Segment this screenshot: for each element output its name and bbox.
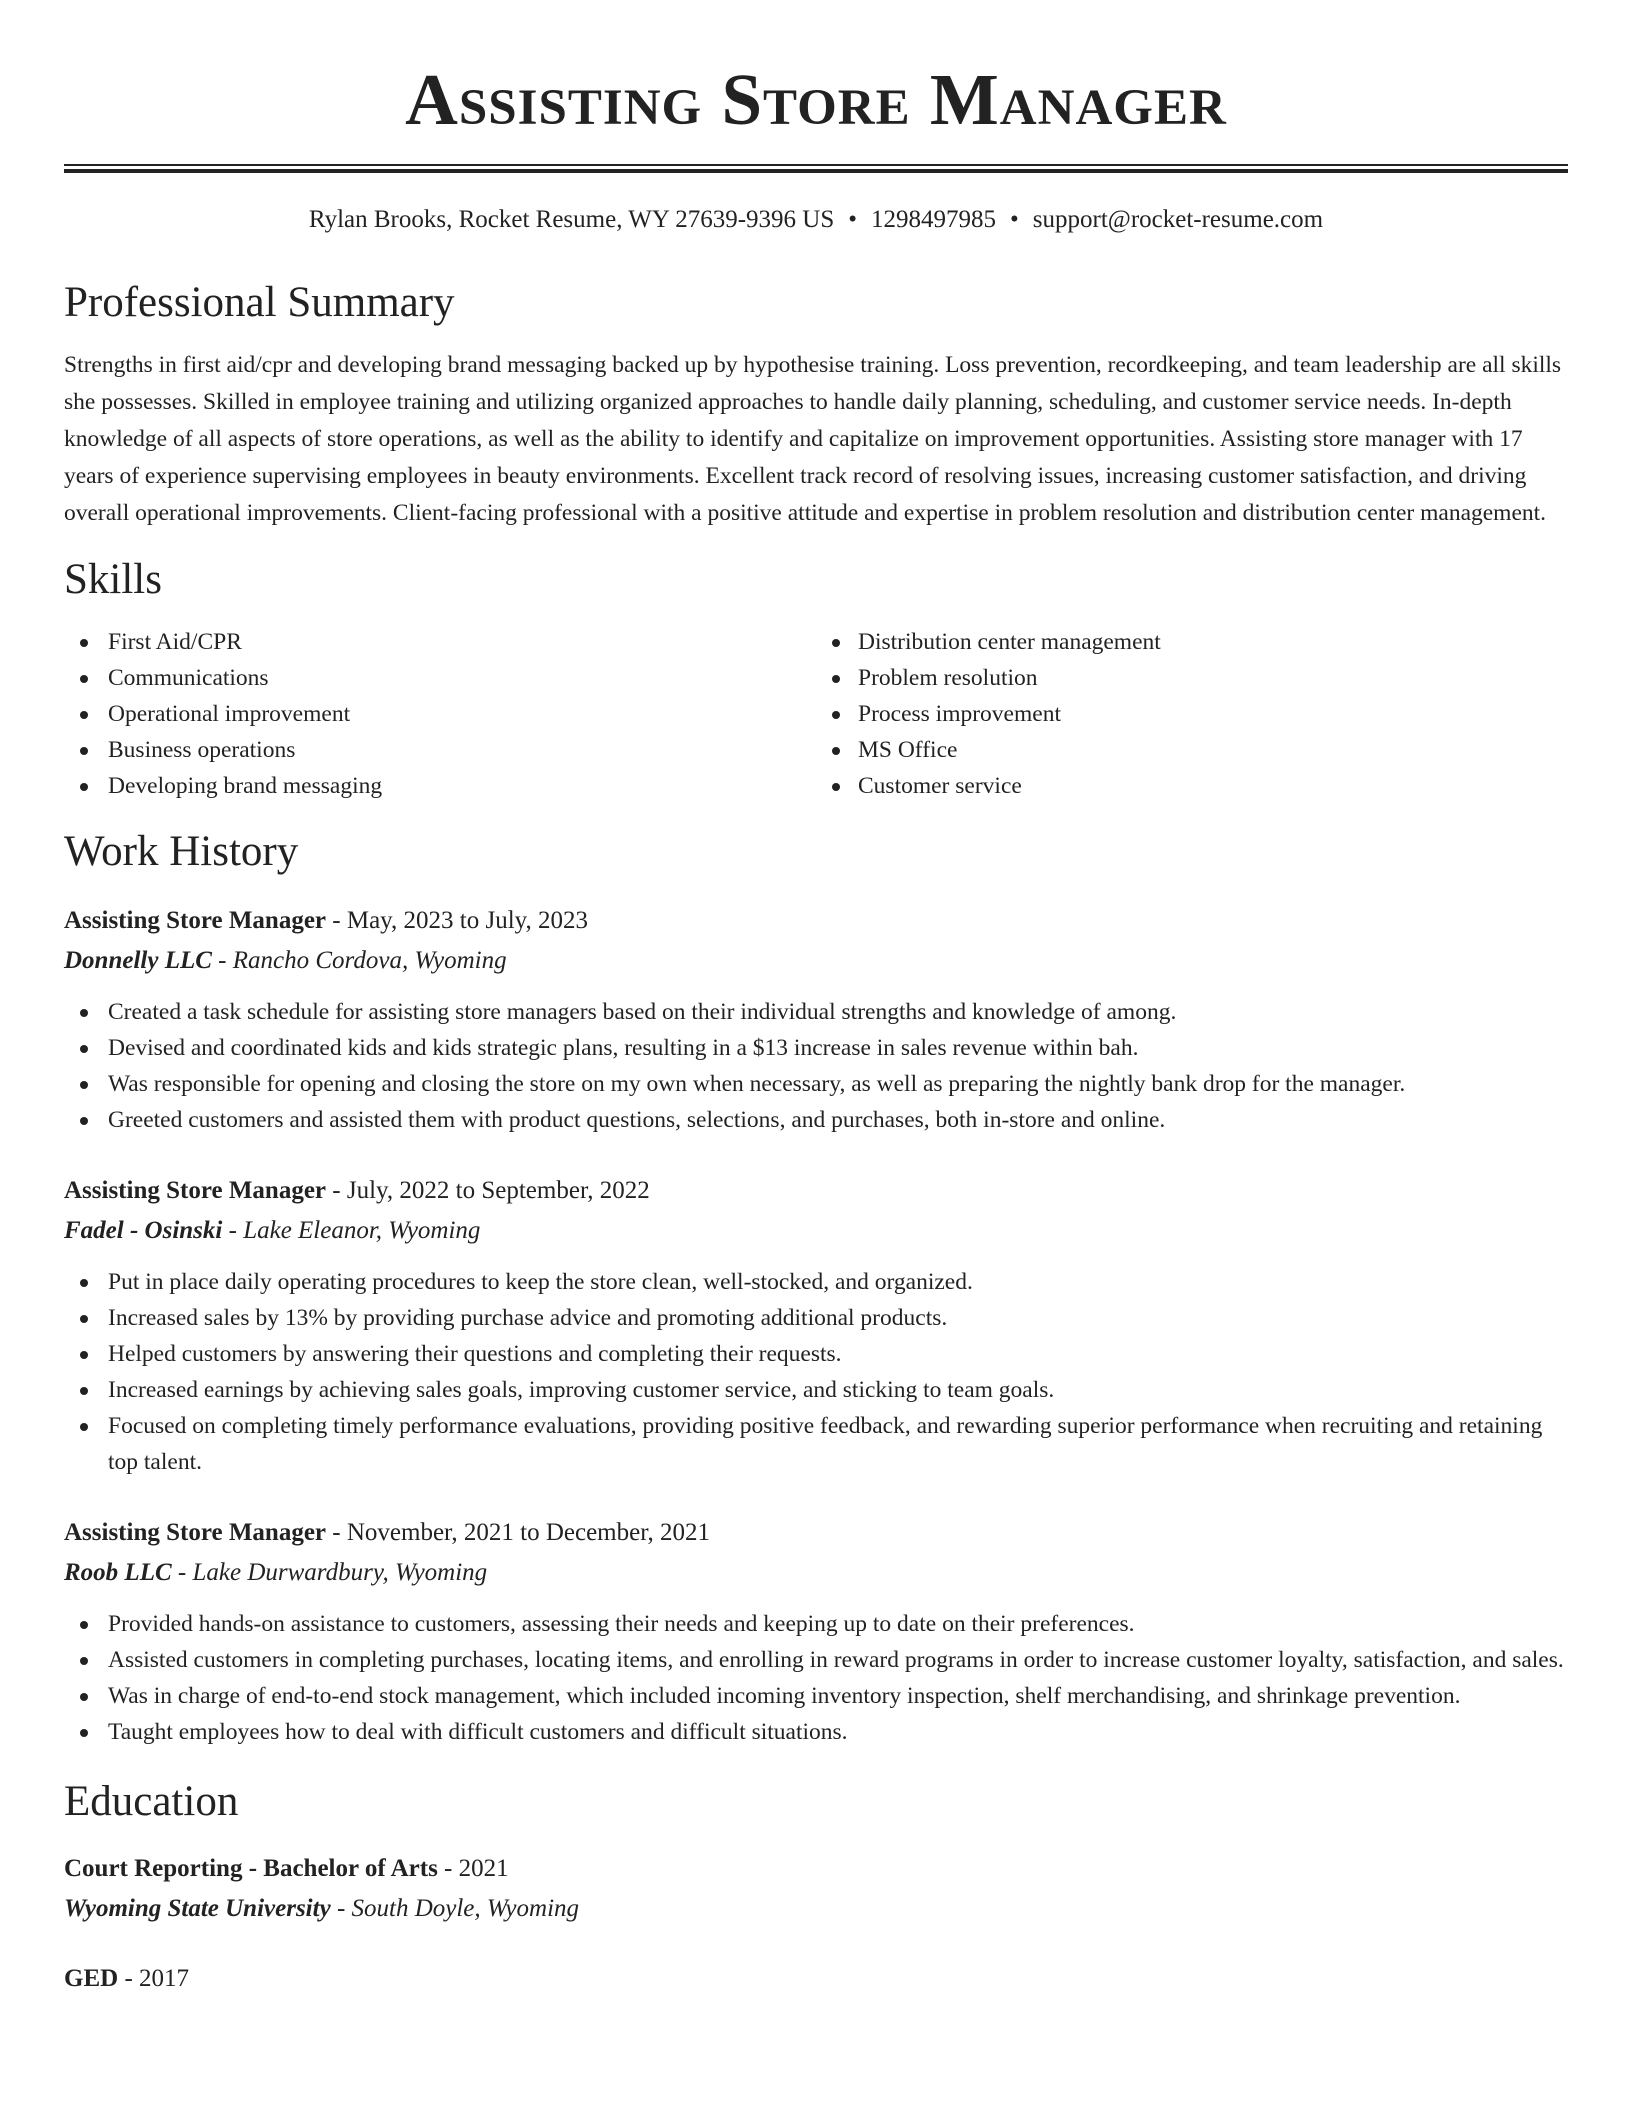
- skill-item: Communications: [64, 660, 816, 696]
- job-title-line: [64, 1514, 1568, 1552]
- skills-column-left: [64, 624, 816, 804]
- education-entry: [64, 1850, 1568, 1928]
- job-duties: [64, 1264, 1568, 1480]
- skill-item: Developing brand messaging: [64, 768, 816, 804]
- job-entry: [64, 902, 1568, 1138]
- education-heading: Education: [64, 1778, 239, 1825]
- skill-item: Customer service: [816, 768, 1568, 804]
- skill-item: Process improvement: [816, 696, 1568, 732]
- dash-separator: -: [211, 947, 233, 974]
- skills-column-right: [816, 624, 1568, 804]
- dash-separator: -: [326, 1519, 347, 1546]
- duty-item: Increased earnings by achieving sales goals, improving customer service, and sticking to team goals.: [64, 1372, 1568, 1408]
- company-name: Roob LLC: [64, 1559, 172, 1586]
- duty-item: Taught employees how to deal with difficult customers and difficult situations.: [64, 1714, 1568, 1750]
- company-line: [64, 1212, 1568, 1250]
- company-line: [64, 942, 1568, 980]
- company-name: Donnelly LLC: [64, 947, 212, 974]
- duty-item: Devised and coordinated kids and kids strategic plans, resulting in a $13 increase in sales revenue within bah.: [64, 1030, 1568, 1066]
- degree-line: [64, 1960, 1568, 1998]
- skill-item: Operational improvement: [64, 696, 816, 732]
- title-divider: [64, 164, 1568, 173]
- duty-item: Provided hands-on assistance to customers, assessing their needs and keeping up to date on their preferences.: [64, 1606, 1568, 1642]
- dash-separator: -: [171, 1559, 193, 1586]
- dash-separator: -: [222, 1217, 244, 1244]
- job-entry: [64, 1172, 1568, 1480]
- work-history-heading: Work History: [64, 828, 299, 875]
- job-dates: May, 2023 to July, 2023: [346, 907, 589, 934]
- company-location: Lake Durwardbury, Wyoming: [192, 1559, 488, 1586]
- job-entry: [64, 1514, 1568, 1750]
- duty-item: Created a task schedule for assisting store managers based on their individual strengths and knowledge of among.: [64, 994, 1568, 1030]
- contact-phone: 1298497985: [871, 206, 997, 233]
- job-title-line: [64, 902, 1568, 940]
- contact-line: [64, 203, 1568, 237]
- summary-heading: Professional Summary: [64, 279, 455, 326]
- degree-name: Court Reporting - Bachelor of Arts: [64, 1855, 438, 1882]
- duty-item: Focused on completing timely performance evaluations, providing positive feedback, and rewarding superior performance when recruiting and retaining top talent.: [64, 1408, 1568, 1480]
- company-location: Lake Eleanor, Wyoming: [243, 1217, 481, 1244]
- dash-separator: -: [330, 1895, 352, 1922]
- skills-list: [64, 624, 1568, 804]
- job-title-line: [64, 1172, 1568, 1210]
- job-title: Assisting Store Manager: [64, 1177, 327, 1204]
- duty-item: Helped customers by answering their questions and completing their requests.: [64, 1336, 1568, 1372]
- school-location: South Doyle, Wyoming: [351, 1895, 580, 1922]
- degree-line: [64, 1850, 1568, 1888]
- degree-year: 2021: [458, 1855, 509, 1882]
- contact-address: Rylan Brooks, Rocket Resume, WY 27639-9396 US: [308, 206, 835, 233]
- summary-text: Strengths in first aid/cpr and developing brand messaging backed up by hypothesise training. Loss prevention, recordkeeping, and team leadership are all skills she possesses. Skilled in employee training and utilizing organized approaches to handle daily planning, scheduling, and customer service needs. In-depth knowledge of all aspects of store operations, as well as the ability to identify and capitalize on improvement opportunities. Assisting store manager with 17 years of experience supervising employees in beauty environments. Excellent track record of resolving issues, increasing customer satisfaction, and driving overall operational improvements. Client-facing professional with a positive attitude and expertise in problem resolution and distribution center management.: [64, 352, 1562, 526]
- job-duties: [64, 994, 1568, 1138]
- skill-item: MS Office: [816, 732, 1568, 768]
- duty-item: Put in place daily operating procedures to keep the store clean, well-stocked, and organized.: [64, 1264, 1568, 1300]
- contact-email: support@rocket-resume.com: [1032, 206, 1324, 233]
- skill-item: Problem resolution: [816, 660, 1568, 696]
- education-entry: [64, 1960, 1568, 1998]
- job-title: Assisting Store Manager: [64, 1519, 327, 1546]
- school-line: [64, 1890, 1568, 1928]
- dash-separator: -: [326, 1177, 347, 1204]
- contact-separator: •: [848, 206, 858, 233]
- duty-item: Was responsible for opening and closing the store on my own when necessary, as well as preparing the nightly bank drop for the manager.: [64, 1066, 1568, 1102]
- duty-item: Increased sales by 13% by providing purchase advice and promoting additional products.: [64, 1300, 1568, 1336]
- school-name: Wyoming State University: [64, 1895, 331, 1922]
- degree-year: 2017: [139, 1965, 190, 1992]
- skill-item: Business operations: [64, 732, 816, 768]
- dash-separator: -: [118, 1965, 140, 1992]
- job-title: Assisting Store Manager: [64, 907, 327, 934]
- job-dates: November, 2021 to December, 2021: [346, 1519, 711, 1546]
- dash-separator: -: [326, 907, 347, 934]
- dash-separator: -: [437, 1855, 459, 1882]
- company-name: Fadel - Osinski: [64, 1217, 223, 1244]
- company-line: [64, 1554, 1568, 1592]
- skill-item: Distribution center management: [816, 624, 1568, 660]
- duty-item: Greeted customers and assisted them with product questions, selections, and purchases, both in-store and online.: [64, 1102, 1568, 1138]
- resume-title: Assisting Store Manager: [405, 59, 1227, 140]
- degree-name: GED: [64, 1965, 119, 1992]
- job-dates: July, 2022 to September, 2022: [346, 1177, 650, 1204]
- skill-item: First Aid/CPR: [64, 624, 816, 660]
- skills-heading: Skills: [64, 556, 162, 603]
- duty-item: Was in charge of end-to-end stock management, which included incoming inventory inspection, shelf merchandising, and shrinkage prevention.: [64, 1678, 1568, 1714]
- duty-item: Assisted customers in completing purchases, locating items, and enrolling in reward programs in order to increase customer loyalty, satisfaction, and sales.: [64, 1642, 1568, 1678]
- job-duties: [64, 1606, 1568, 1750]
- contact-separator: •: [1010, 206, 1019, 233]
- company-location: Rancho Cordova, Wyoming: [232, 947, 507, 974]
